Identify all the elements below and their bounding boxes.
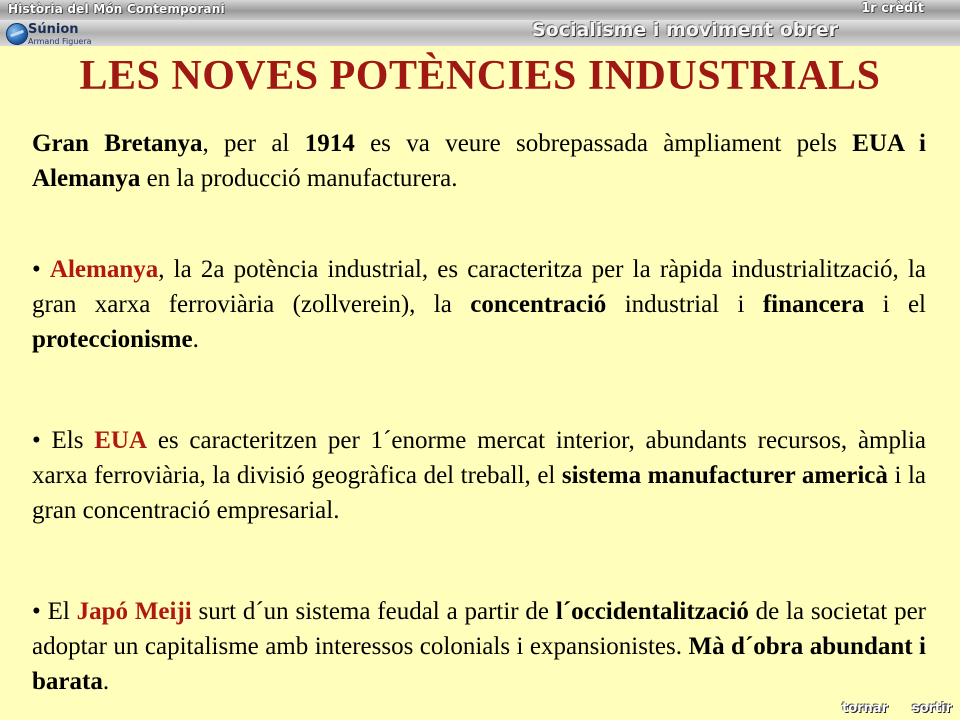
- text-bold: EUA i Alemanya: [32, 130, 926, 192]
- text: i la gran concentració empresarial.: [32, 462, 926, 524]
- credit-label: 1r crèdit: [861, 1, 924, 16]
- bullet: •: [32, 427, 52, 454]
- text: .: [192, 326, 199, 353]
- logo-author: Armand Figuera: [28, 37, 92, 46]
- text-bold: 1914: [304, 130, 355, 157]
- paragraph-japan: [32, 594, 926, 699]
- paragraph-intro: [32, 126, 926, 196]
- text: es va veure sobrepassada àmpliament pels: [354, 130, 853, 157]
- text: i el: [864, 291, 926, 318]
- text-bold: Mà d´obra abundant i barata: [32, 633, 926, 695]
- text: , per al: [202, 130, 305, 157]
- logo-word: Súnion: [28, 22, 79, 37]
- text: industrial i: [606, 291, 763, 318]
- paragraph-usa: [32, 423, 926, 528]
- text-bold: l´occidentalització: [555, 598, 749, 625]
- text-bold: financera: [762, 291, 865, 318]
- text-bold: sistema manufacturer americà: [561, 462, 888, 489]
- globe-icon: [6, 23, 28, 45]
- exit-button[interactable]: sortir: [911, 701, 952, 716]
- text: , la 2a potència industrial, es caracteritza per la ràpida industrialització, la gran xarxa ferroviària (zollverein), la: [32, 256, 926, 318]
- text: en la producció manufacturera.: [140, 165, 458, 192]
- back-button[interactable]: tornar: [842, 701, 888, 716]
- bullet: •: [32, 256, 50, 283]
- course-title: Història del Món Contemporani: [8, 2, 225, 16]
- sunion-logo: [6, 22, 106, 46]
- text: Els: [51, 427, 95, 454]
- paragraph-germany: [32, 252, 926, 357]
- text: .: [102, 668, 110, 695]
- text-bold: concentració: [470, 291, 607, 318]
- text-bold: proteccionisme: [32, 326, 193, 353]
- text-red: EUA: [94, 427, 148, 454]
- text: es caracteritzen per 1´enorme mercat interior, abundants recursos, àmplia xarxa ferroviària, la divisió geogràfica del treball, el: [32, 427, 926, 489]
- text: surt d´un sistema feudal a partir de: [191, 598, 556, 625]
- text-bold: Gran Bretanya: [32, 130, 203, 157]
- text-red: Japó Meiji: [76, 598, 192, 625]
- text: de la societat per adoptar un capitalisme amb interessos colonials i expansionistes.: [32, 598, 926, 660]
- text-red: Alemanya: [49, 256, 159, 283]
- page-title: LES NOVES POTÈNCIES INDUSTRIALS: [79, 53, 881, 99]
- bullet: •: [32, 598, 48, 625]
- text: El: [47, 598, 77, 625]
- unit-title: Socialisme i moviment obrer: [531, 19, 838, 41]
